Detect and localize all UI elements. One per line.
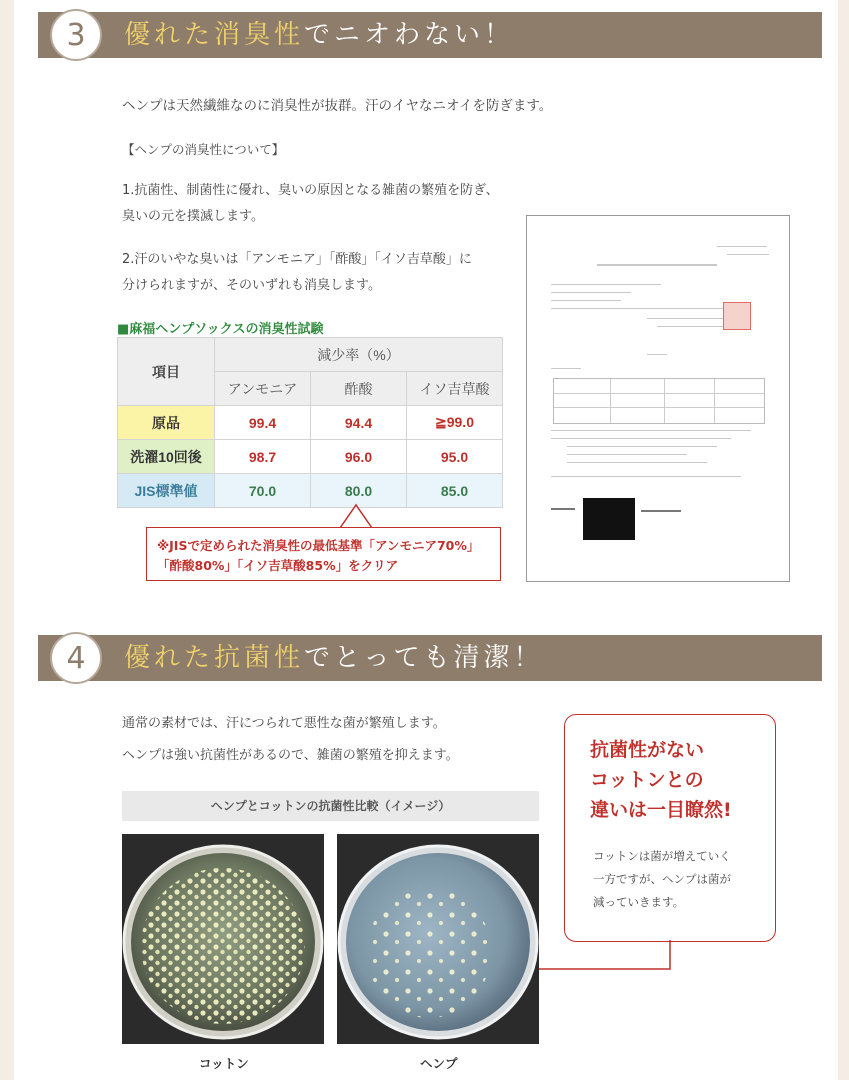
- seal-stamp-icon: [723, 302, 751, 330]
- cell-value: 70.0: [215, 474, 311, 508]
- section4-number-badge: [50, 632, 102, 684]
- section3-number-badge: [50, 9, 102, 61]
- row-label: 原品: [118, 406, 215, 440]
- deodorant-table-title: ■麻福ヘンプソックスの消臭性試験: [117, 322, 324, 337]
- section4-title-highlight: 優れた抗菌性: [124, 643, 305, 673]
- cell-value: 98.7: [215, 440, 311, 474]
- section3-title-highlight: 優れた消臭性: [124, 20, 305, 50]
- table-group-header: 減少率（%）: [215, 338, 503, 372]
- section4-number: 4: [66, 640, 86, 676]
- section3-title-rest: でニオわない！: [304, 20, 515, 50]
- section4-line2: ヘンプは強い抗菌性があるので、雑菌の繁殖を抑えます。: [122, 748, 459, 763]
- section4-line1: 通常の素材では、汗につられて悪性な菌が繁殖します。: [122, 716, 446, 731]
- cotton-petri-dish-image: [122, 834, 324, 1044]
- table-row: [118, 440, 503, 474]
- petri-dish-cotton-icon: [122, 834, 324, 1044]
- callout-body-line2: 一方ですが、ヘンプは菌が: [593, 872, 731, 886]
- cell-value: ≧99.0: [407, 406, 503, 440]
- section3-number: 3: [66, 17, 86, 53]
- point2-line1: 2.汗のいやな臭いは「アンモニア」「酢酸」「イソ吉草酸」に: [122, 252, 472, 267]
- callout-title-line1: 抗菌性がない: [590, 739, 705, 761]
- redacted-block: [583, 498, 635, 540]
- cell-value: 80.0: [311, 474, 407, 508]
- table-col-isovaleric: イソ吉草酸: [407, 372, 503, 406]
- jis-note-callout: [146, 527, 501, 581]
- cell-value: 96.0: [311, 440, 407, 474]
- test-certificate-image: [526, 215, 790, 582]
- table-row: [118, 406, 503, 440]
- table-col-acetic: 酢酸: [311, 372, 407, 406]
- point1-line2: 臭いの元を撲滅します。: [122, 209, 264, 224]
- cell-value: 94.4: [311, 406, 407, 440]
- callout-title-line2: コットンとの: [590, 769, 704, 791]
- callout-body-line3: 減っていきます。: [593, 895, 685, 909]
- comparison-caption: ヘンプとコットンの抗菌性比較（イメージ）: [122, 791, 539, 821]
- hemp-label: ヘンプ: [420, 1056, 458, 1071]
- row-label: JIS標準値: [118, 474, 215, 508]
- doc-table: [553, 378, 765, 424]
- table-row: [118, 474, 503, 508]
- callout-pointer: [336, 503, 376, 529]
- deodorant-test-table: [117, 337, 503, 508]
- cotton-label: コットン: [199, 1056, 249, 1071]
- hemp-petri-dish-image: [337, 834, 539, 1044]
- cell-value: 95.0: [407, 440, 503, 474]
- section4-title-rest: でとっても清潔！: [304, 643, 544, 673]
- deodorant-about-heading: 【ヘンプの消臭性について】: [122, 142, 285, 157]
- point1-line1: 1.抗菌性、制菌性に優れ、臭いの原因となる雑菌の繁殖を防ぎ、: [122, 183, 499, 198]
- callout-title: [590, 735, 732, 825]
- jis-note-line2: 「酢酸80%」「イソ吉草酸85%」をクリア: [157, 558, 399, 573]
- jis-note-line1: ※JISで定められた消臭性の最低基準「アンモニア70%」: [157, 538, 480, 553]
- petri-dish-hemp-icon: [337, 834, 539, 1044]
- cell-value: 99.4: [215, 406, 311, 440]
- table-col-ammonia: アンモニア: [215, 372, 311, 406]
- table-item-header: 項目: [118, 338, 215, 406]
- section3-intro: ヘンプは天然繊維なのに消臭性が抜群。汗のイヤなニオイを防ぎます。: [122, 98, 553, 114]
- section3-title: [124, 12, 514, 58]
- callout-body: [593, 845, 731, 914]
- page: [14, 0, 838, 1080]
- section4-title: [124, 635, 544, 681]
- cell-value: 85.0: [407, 474, 503, 508]
- row-label: 洗濯10回後: [118, 440, 215, 474]
- section3-header-band: [38, 12, 822, 58]
- point2-line2: 分けられますが、そのいずれも消臭します。: [122, 278, 381, 293]
- callout-title-line3: 違いは一目瞭然!: [590, 799, 732, 821]
- section4-header-band: [38, 635, 822, 681]
- callout-body-line1: コットンは菌が増えていく: [593, 849, 731, 863]
- antibacterial-callout: [564, 714, 776, 942]
